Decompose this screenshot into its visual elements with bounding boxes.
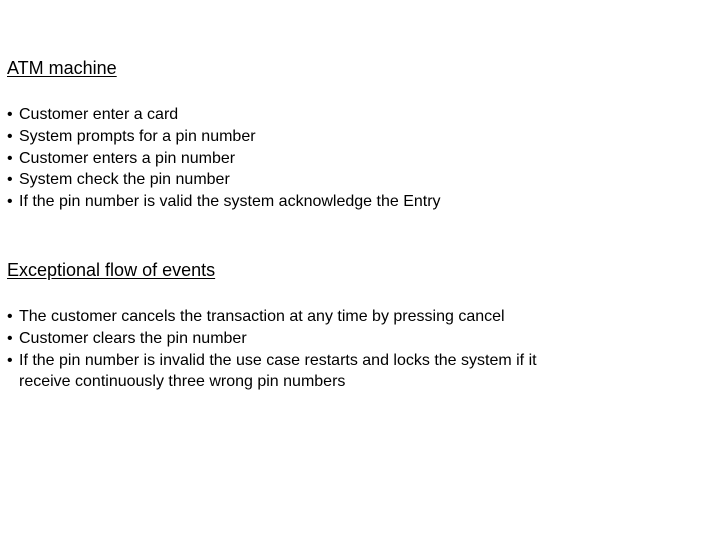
list-item [7, 350, 707, 394]
exceptional-flow-list [7, 306, 707, 393]
bullet-icon: • [7, 171, 13, 189]
list-item-text: System prompts for a pin number [19, 127, 256, 145]
bullet-icon: • [7, 329, 13, 347]
list-item [7, 328, 707, 350]
list-item-text: The customer cancels the transaction at any time by pressing cancel [19, 308, 505, 325]
bullet-icon: • [7, 193, 13, 211]
list-item [7, 126, 707, 148]
list-item-text: Customer clears the pin number [19, 329, 247, 347]
exceptional-flow-section [7, 259, 707, 393]
atm-machine-section [7, 57, 707, 213]
list-item [7, 169, 707, 191]
bullet-icon: • [7, 106, 13, 123]
bullet-icon: • [7, 308, 13, 325]
bullet-icon: • [7, 149, 13, 167]
atm-machine-list [7, 104, 707, 213]
list-item [7, 148, 707, 170]
atm-machine-heading: ATM machine [7, 58, 117, 78]
list-item [7, 306, 707, 328]
bullet-icon: • [7, 351, 13, 369]
list-item-text: If the pin number is invalid the use case restarts and locks the system if it receive continuously three wrong pin numbers [19, 351, 537, 391]
list-item-text: If the pin number is valid the system acknowledge the Entry [19, 193, 441, 211]
list-item-text: System check the pin number [19, 171, 230, 189]
exceptional-flow-heading: Exceptional flow of events [7, 260, 216, 280]
list-item-text: Customer enters a pin number [19, 149, 236, 167]
list-item-text: Customer enter a card [19, 106, 179, 123]
bullet-icon: • [7, 127, 13, 145]
list-item [7, 104, 707, 126]
list-item [7, 191, 707, 213]
